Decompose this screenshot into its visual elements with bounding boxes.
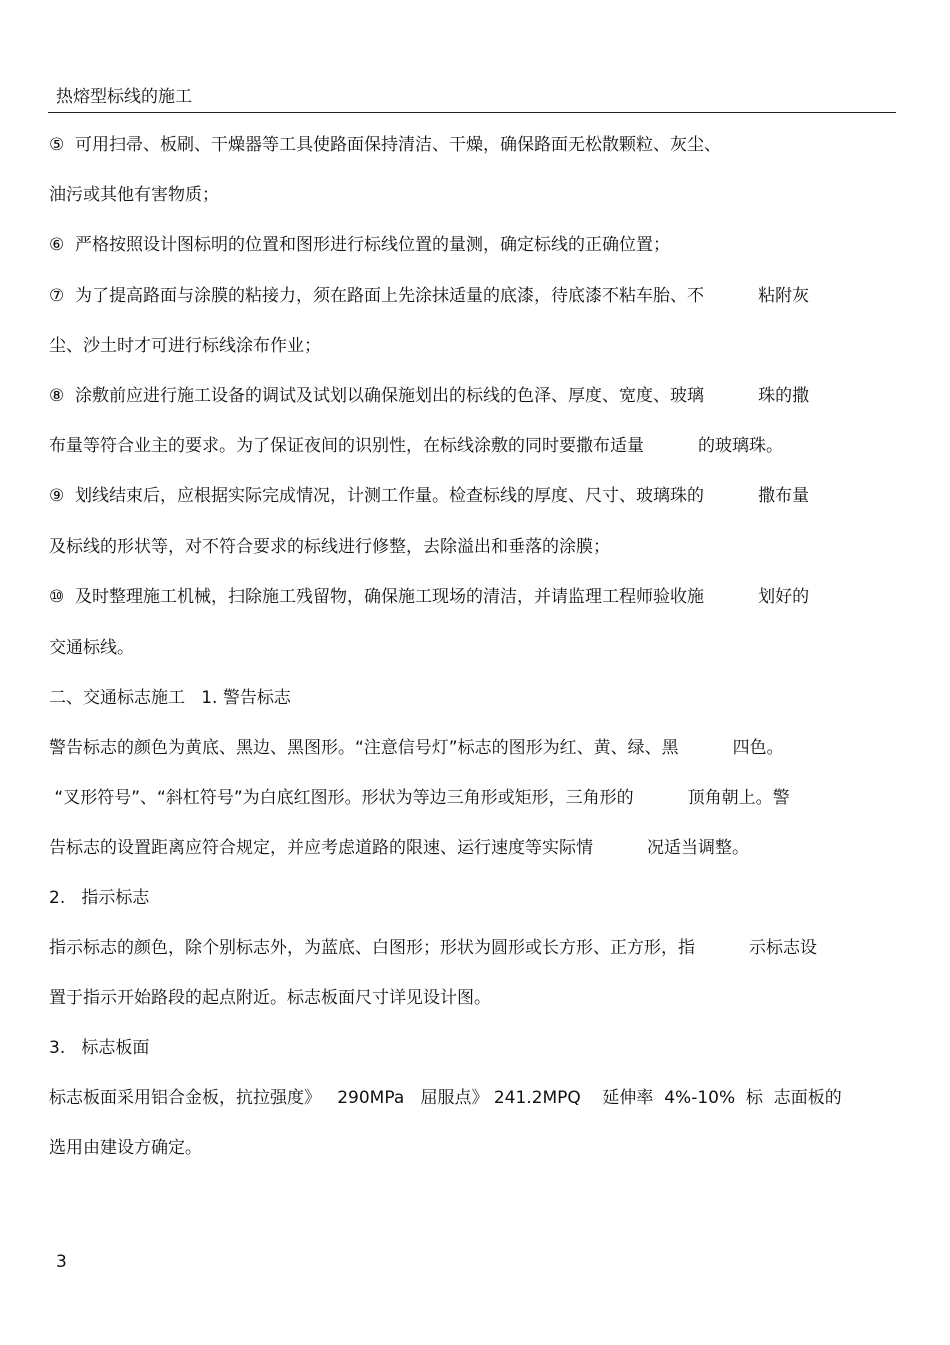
body-line: 选用由建设方确定。 [49,1138,202,1158]
body-line: 告标志的设置距离应符合规定，并应考虑道路的限速、运行速度等实际情 况适当调整。 [49,838,750,858]
page-header-title: 热熔型标线的施工 [56,87,192,107]
body-line: ⑥ 严格按照设计图标明的位置和图形进行标线位置的量测，确定标线的正确位置； [49,235,671,255]
section-heading: 二、交通标志施工 1. 警告标志 [49,688,291,708]
body-line: 及标线的形状等，对不符合要求的标线进行修整，去除溢出和垂落的涂膜； [49,537,610,557]
body-line: 布量等符合业主的要求。为了保证夜间的识别性，在标线涂敷的同时要撒布适量 的玻璃珠。 [49,436,784,456]
body-line: ⑩ 及时整理施工机械，扫除施工残留物，确保施工现场的清洁，并请监理工程师验收施 划好的 [49,587,810,607]
page-number: 3 [56,1252,67,1272]
section-heading: 2. 指示标志 [49,888,150,908]
body-line: 警告标志的颜色为黄底、黑边、黑图形。“注意信号灯”标志的图形为红、黄、绿、黑 四色。 [49,738,784,758]
body-line: 置于指示开始路段的起点附近。标志板面尺寸详见设计图。 [49,988,491,1008]
body-line: ⑤ 可用扫帚、板刷、干燥器等工具使路面保持清洁、干燥，确保路面无松散颗粒、灰尘、 [49,135,722,155]
body-line: 油污或其他有害物质； [49,185,219,205]
body-line: ⑨ 划线结束后，应根据实际完成情况，计测工作量。检查标线的厚度、尺寸、玻璃珠的 撒布量 [49,486,810,506]
body-line: ⑦ 为了提高路面与涂膜的粘接力，须在路面上先涂抹适量的底漆，待底漆不粘车胎、不 粘附灰 [49,286,810,306]
body-line: “叉形符号”、“斜杠符号”为白底红图形。形状为等边三角形或矩形，三角形的 顶角朝上。警 [49,788,790,808]
body-line: 标志板面采用铝合金板，抗拉强度》 290MPa 屈服点》 241.2MPQ 延伸率 4%-10% 标 志面板的 [49,1088,842,1108]
body-line: 交通标线。 [49,638,134,658]
body-line: ⑧ 涂敷前应进行施工设备的调试及试划以确保施划出的标线的色泽、厚度、宽度、玻璃 珠的撒 [49,386,810,406]
header-divider [48,112,896,113]
body-line: 尘、沙土时才可进行标线涂布作业； [49,336,321,356]
section-heading: 3. 标志板面 [49,1038,150,1058]
body-line: 指示标志的颜色，除个别标志外，为蓝底、白图形；形状为圆形或长方形、正方形，指 示标志设 [49,938,818,958]
